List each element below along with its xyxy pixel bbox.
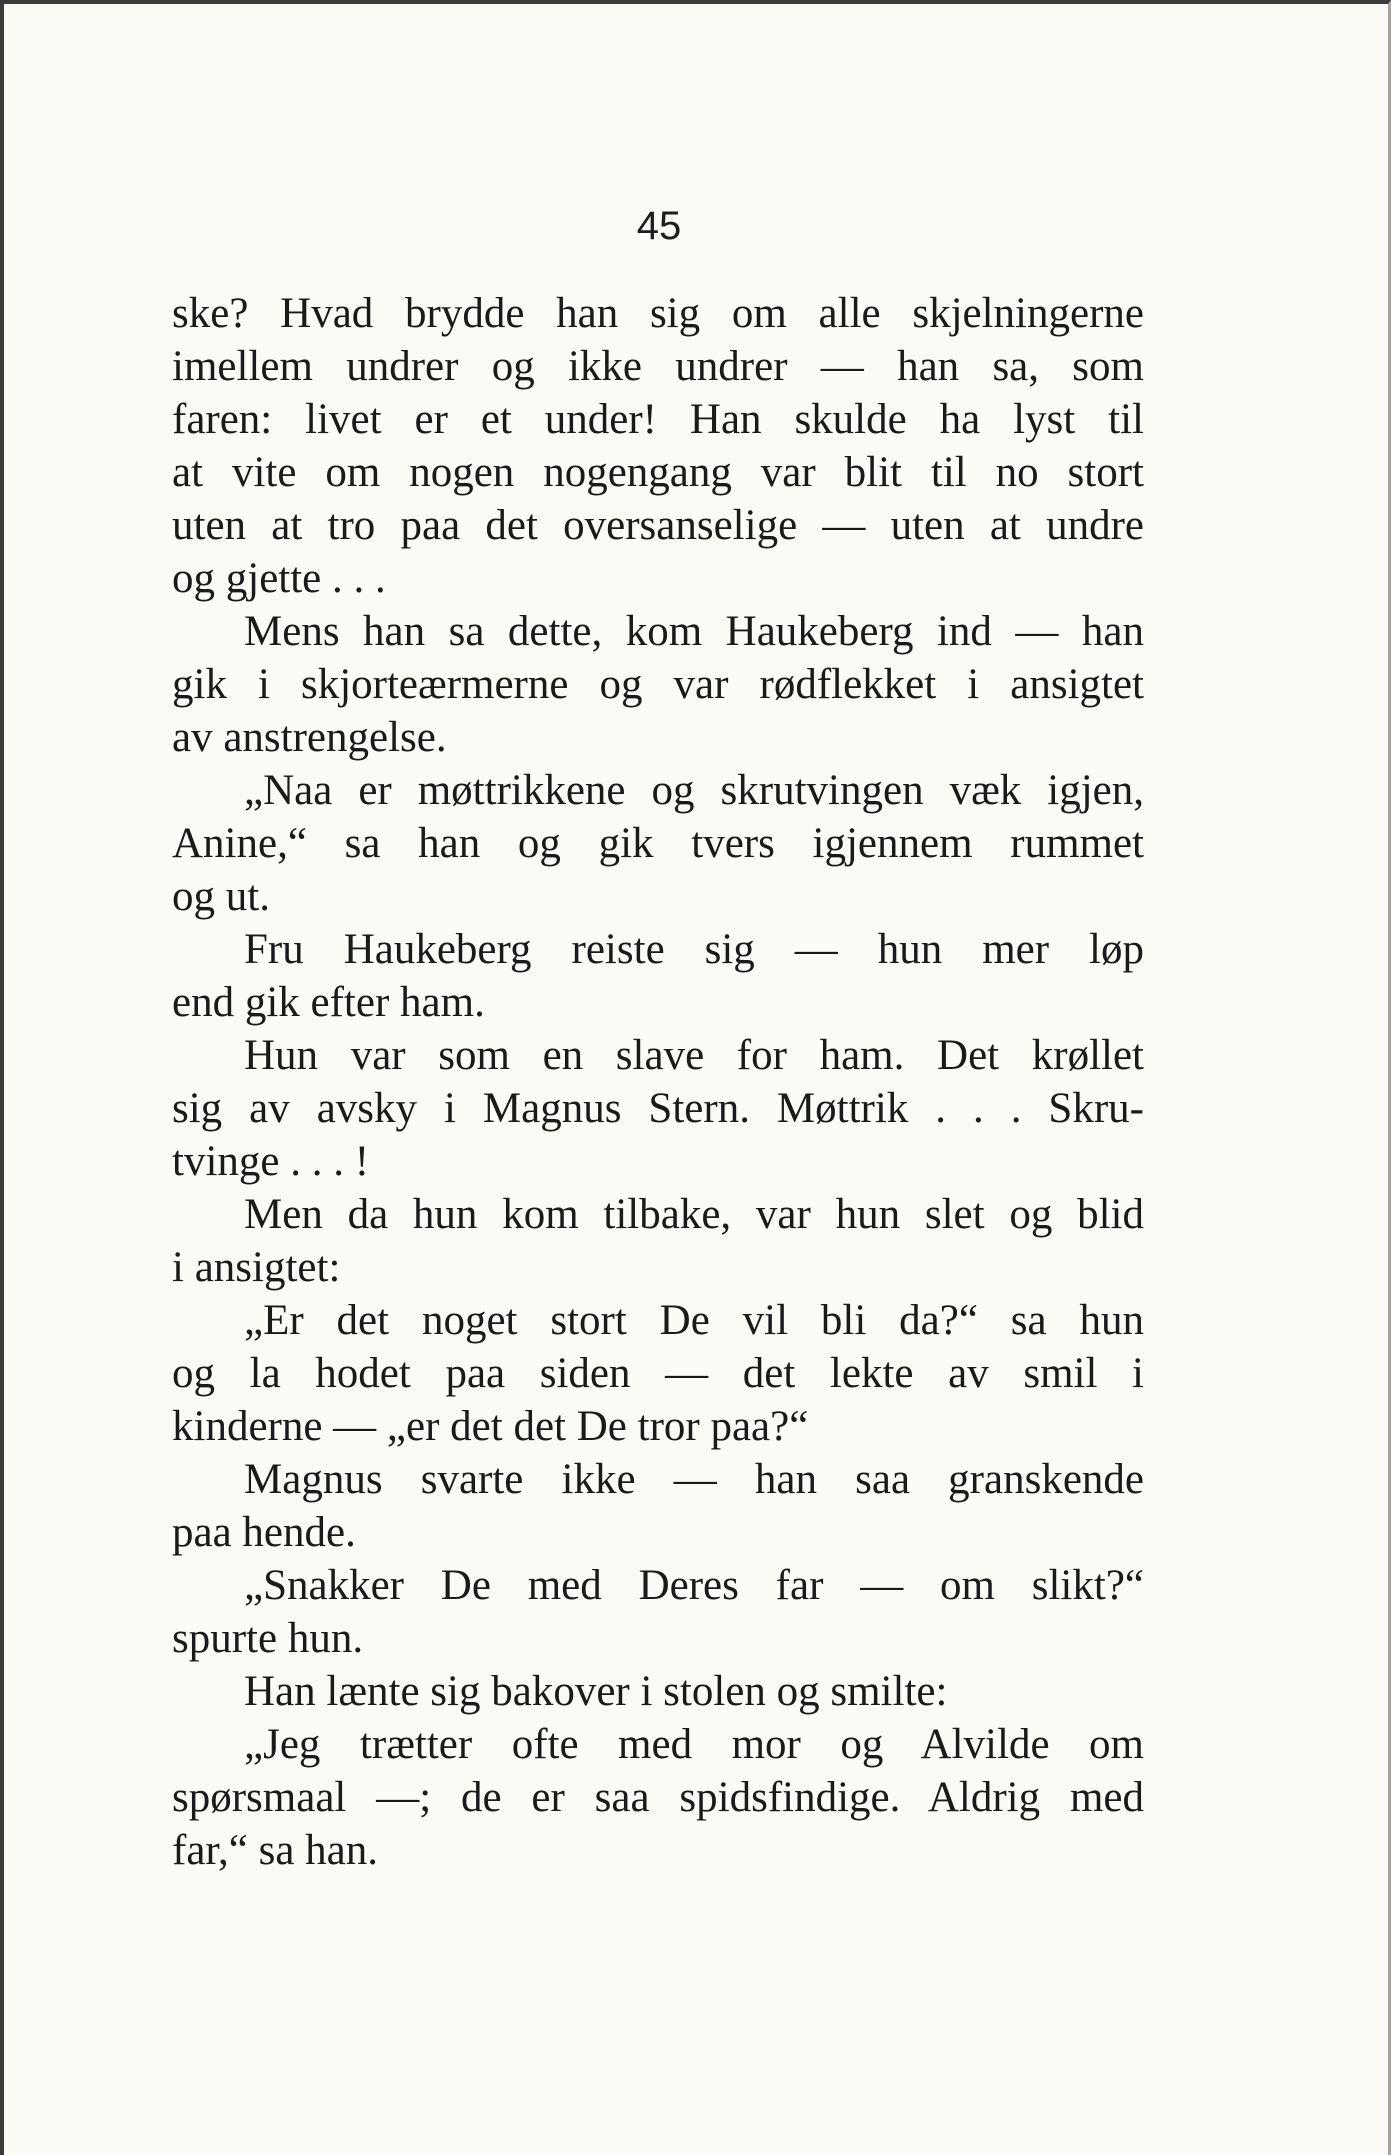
paragraph [172, 1559, 1144, 1665]
paragraph [172, 1718, 1144, 1877]
paragraph [172, 764, 1144, 923]
text-line: Men da hun kom tilbake, var hun slet og blid [244, 1191, 1144, 1238]
paragraph [172, 605, 1144, 764]
text-line: av anstrengelse. [172, 714, 447, 761]
text-line: sig av avsky i Magnus Stern. Møttrik . . . Skru- [172, 1085, 1144, 1132]
text-line: Anine,“ sa han og gik tvers igjennem rummet [172, 820, 1144, 867]
text-line: spurte hun. [172, 1615, 364, 1662]
paragraph [172, 923, 1144, 1029]
paragraph [172, 287, 1144, 605]
text-line: Fru Haukeberg reiste sig — hun mer løp [244, 926, 1144, 973]
text-line: ske? Hvad brydde han sig om alle skjelningerne [172, 290, 1144, 337]
text-line: gik i skjorteærmerne og var rødflekket i ansigtet [172, 661, 1144, 708]
text-line: „Snakker De med Deres far — om slikt?“ [244, 1562, 1144, 1609]
text-line: „Er det noget stort De vil bli da?“ sa hun [244, 1297, 1144, 1344]
paragraph [172, 1294, 1144, 1453]
paragraph [172, 1188, 1144, 1294]
text-line: Hun var som en slave for ham. Det krøllet [244, 1032, 1144, 1079]
text-line: uten at tro paa det oversanselige — uten at undre [172, 502, 1144, 549]
text-line: kinderne — „er det det De tror paa?“ [172, 1403, 809, 1450]
text-line: end gik efter ham. [172, 979, 485, 1026]
text-line: „Jeg trætter ofte med mor og Alvilde om [244, 1721, 1144, 1768]
paragraph [172, 1029, 1144, 1188]
paragraph [172, 1665, 1144, 1718]
text-line: og gjette . . . [172, 555, 386, 602]
text-line: at vite om nogen nogengang var blit til no stort [172, 449, 1144, 496]
paragraph [172, 1453, 1144, 1559]
text-line: Magnus svarte ikke — han saa granskende [244, 1456, 1144, 1503]
text-line: imellem undrer og ikke undrer — han sa, som [172, 343, 1144, 390]
text-line: og la hodet paa siden — det lekte av smil i [172, 1350, 1144, 1397]
text-line: spørsmaal —; de er saa spidsfindige. Aldrig med [172, 1774, 1144, 1821]
text-line: og ut. [172, 873, 270, 920]
text-line: Mens han sa dette, kom Haukeberg ind — han [244, 608, 1144, 655]
text-line: tvinge . . . ! [172, 1138, 370, 1185]
text-line: i ansigtet: [172, 1244, 341, 1291]
text-line: far,“ sa han. [172, 1827, 378, 1874]
text-line: „Naa er møttrikkene og skrutvingen væk igjen, [244, 767, 1144, 814]
text-line: faren: livet er et under! Han skulde ha lyst til [172, 396, 1144, 443]
text-line: paa hende. [172, 1509, 356, 1556]
text-line: Han lænte sig bakover i stolen og smilte: [244, 1668, 948, 1715]
page-number: 45 [636, 204, 682, 248]
body-text [172, 287, 1144, 1877]
